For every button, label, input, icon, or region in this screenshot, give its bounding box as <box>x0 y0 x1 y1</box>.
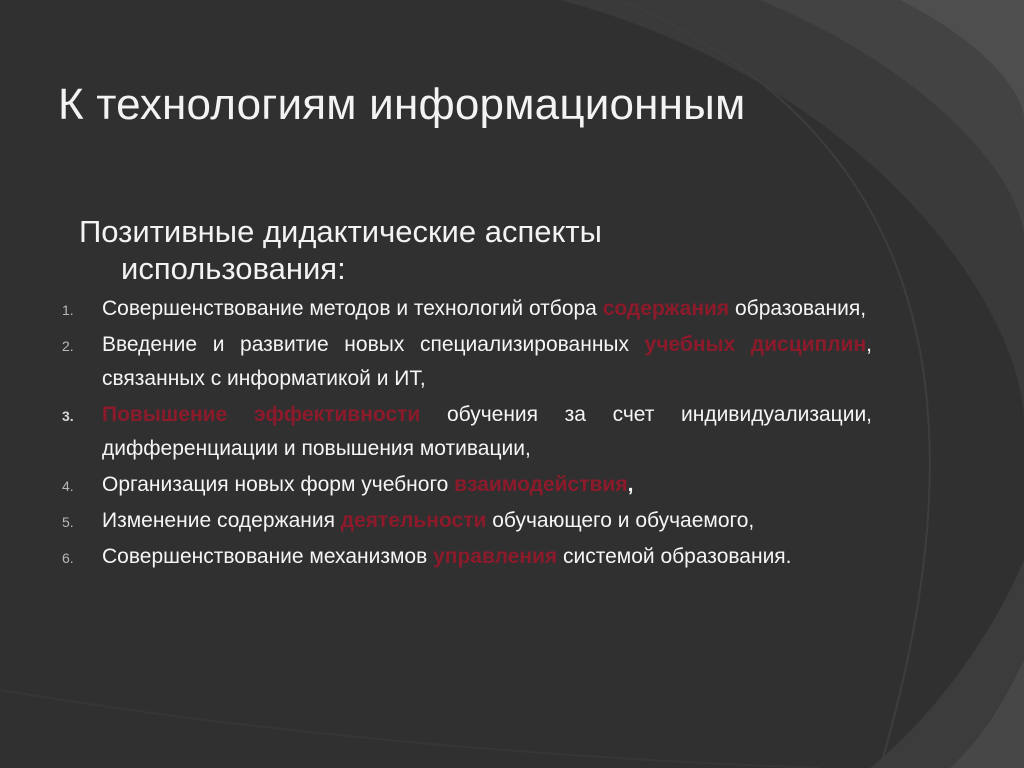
item-text-before: Введение и развитие новых специализированных <box>102 333 645 356</box>
item-text-before: Организация новых форм учебного <box>102 473 455 496</box>
item-text <box>102 468 872 502</box>
list-item <box>0 504 1024 538</box>
item-text-before: Совершенствование методов и технологий отбора <box>102 297 603 320</box>
item-number: 6. <box>62 550 74 566</box>
item-number: 1. <box>62 302 74 318</box>
item-text-before: Изменение содержания <box>102 509 341 532</box>
item-highlight: управления <box>433 545 558 568</box>
aspects-list <box>0 292 1024 576</box>
list-item <box>0 540 1024 574</box>
item-text <box>102 540 872 574</box>
item-text <box>102 504 872 538</box>
item-text-after: обучающего и обучаемого, <box>486 509 755 532</box>
list-item <box>0 468 1024 502</box>
item-highlight: взаимодействия <box>454 473 628 496</box>
list-item <box>0 292 1024 326</box>
item-text-after: , <box>627 473 634 496</box>
item-text <box>102 328 872 396</box>
item-highlight: Повышение эффективности <box>102 403 421 426</box>
item-text-before: Совершенствование механизмов <box>102 545 434 568</box>
item-number: 5. <box>62 514 74 530</box>
subtitle-line-1: Позитивные дидактические аспекты <box>79 214 602 249</box>
item-highlight: содержания <box>602 297 730 320</box>
item-text-after: обучения за счет индивидуализации, дифференциации и повышения мотивации, <box>102 403 873 460</box>
item-text <box>102 292 872 326</box>
item-number: 4. <box>62 478 74 494</box>
item-text-after: , связанных с информатикой и ИТ, <box>102 333 872 390</box>
item-highlight: учебных дисциплин <box>644 333 867 356</box>
item-text <box>102 398 872 466</box>
item-number: 2. <box>62 338 74 354</box>
item-highlight: деятельности <box>340 509 487 532</box>
list-item <box>0 398 1024 466</box>
subtitle-line-2: использования: <box>121 251 346 286</box>
item-number: 3. <box>62 408 74 424</box>
list-item <box>0 328 1024 396</box>
item-text-after: образования, <box>729 297 867 320</box>
item-text-after: системой образования. <box>557 545 792 568</box>
slide-title: К технологиям информационным <box>58 80 746 129</box>
slide-subtitle <box>79 213 759 287</box>
